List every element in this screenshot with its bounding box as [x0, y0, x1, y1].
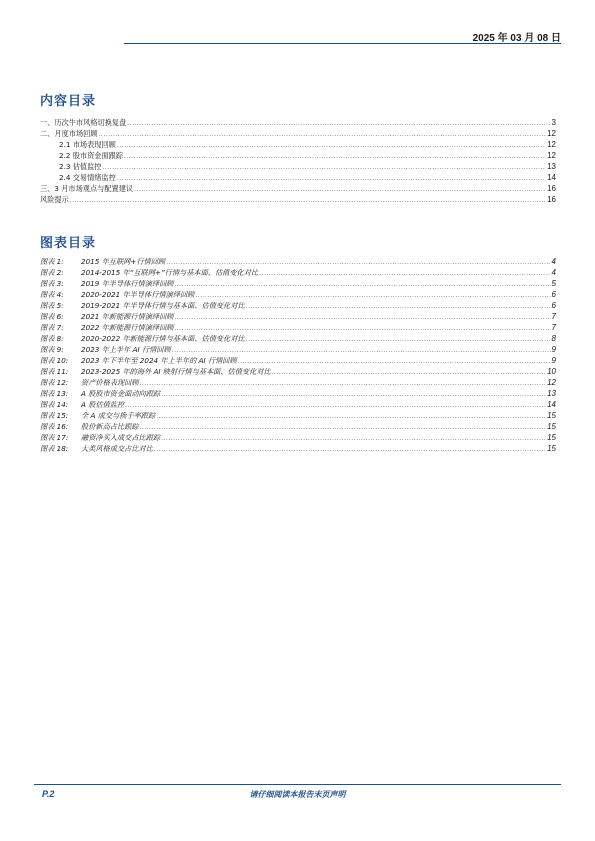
footer-divider [34, 784, 561, 785]
figure-entry-label: 股价新高占比跟踪 [81, 422, 139, 431]
dot-leader [125, 400, 546, 411]
figure-entry-number: 图表 11: [40, 367, 69, 376]
figure-entry[interactable] [40, 388, 556, 399]
toc-title: 内容目录 [40, 94, 97, 109]
toc-entry-label: 2.3 估值监控 [59, 162, 102, 171]
toc-entry-page: 12 [547, 129, 556, 138]
toc-entry-page: 16 [547, 195, 556, 204]
toc-entry-page: 13 [547, 162, 556, 171]
figure-entry-text [40, 333, 245, 344]
dot-leader [99, 129, 547, 140]
figure-entry-page: 15 [547, 411, 556, 420]
figure-entry[interactable] [40, 410, 556, 421]
figure-entry-page: 8 [551, 334, 556, 343]
figure-entry[interactable] [40, 399, 556, 410]
figure-entry-number: 图表 8: [40, 334, 64, 343]
dot-leader [102, 162, 546, 173]
figure-entry-label: 2019-2021 年半导体行情与基本面、估值变化对比 [81, 301, 245, 310]
figure-entry-text [40, 410, 155, 421]
dot-leader [174, 279, 550, 290]
figure-entry-number: 图表 12: [40, 378, 69, 387]
dot-leader [127, 118, 550, 129]
figure-entry-page: 7 [551, 323, 556, 332]
figure-entry[interactable] [40, 267, 556, 278]
figure-entry-label: 大类风格成交占比对比 [81, 444, 153, 453]
dot-leader [140, 378, 547, 389]
dot-leader [272, 367, 546, 378]
figure-entry-text [40, 399, 124, 410]
figure-entry-label: 2015 年互联网+行情回顾 [81, 257, 166, 266]
toc-entry-label: 2.4 交易情绪监控 [59, 173, 116, 182]
figure-entry-page: 4 [551, 257, 556, 266]
figure-entry-label: 融资净买入成交占比跟踪 [81, 433, 161, 442]
toc-entry[interactable] [40, 139, 556, 150]
figure-entry-number: 图表 3: [40, 279, 64, 288]
figure-entry-text [40, 366, 271, 377]
figure-entry-number: 图表 5: [40, 301, 64, 310]
toc-entry[interactable] [40, 172, 556, 183]
figure-entry-number: 图表 14: [40, 400, 69, 409]
figure-entry-number: 图表 18: [40, 444, 69, 453]
dot-leader [156, 411, 546, 422]
dot-leader [140, 422, 547, 433]
figure-entry-page: 15 [547, 433, 556, 442]
figure-entry-page: 13 [547, 389, 556, 398]
figure-entry-number: 图表 13: [40, 389, 69, 398]
figure-entry-label: 全 A 成交与换手率跟踪 [81, 411, 156, 420]
figure-entry-label: 资产价格表现回顾 [81, 378, 139, 387]
figure-entry-text [40, 300, 245, 311]
dot-leader [161, 433, 546, 444]
figure-entry-text [40, 256, 165, 267]
toc-entry[interactable] [40, 128, 556, 139]
dot-leader [161, 389, 546, 400]
figure-entry-page: 14 [547, 400, 556, 409]
toc-entry[interactable] [40, 117, 556, 128]
figures-list [40, 256, 556, 454]
figure-entry-page: 9 [551, 345, 556, 354]
figure-entry-page: 5 [551, 279, 556, 288]
figure-entry-text [40, 432, 160, 443]
report-date: 2025 年 03 月 08 日 [472, 33, 561, 44]
figure-entry-text [40, 311, 173, 322]
footer-disclaimer: 请仔细阅读本报告末页声明 [249, 790, 346, 799]
dot-leader [117, 140, 546, 151]
toc-entry[interactable] [40, 161, 556, 172]
dot-leader [246, 334, 551, 345]
header-divider [124, 43, 561, 44]
figure-entry-label: A 股股市资金面动向跟踪 [81, 389, 161, 398]
toc-entry-page: 12 [547, 140, 556, 149]
figure-entry-label: 2022 年新能源行情演绎回顾 [81, 323, 174, 332]
figure-entry[interactable] [40, 289, 556, 300]
figure-entry-number: 图表 9: [40, 345, 64, 354]
figure-entry-page: 9 [551, 356, 556, 365]
figure-entry[interactable] [40, 311, 556, 322]
dot-leader [117, 173, 546, 184]
toc-entry-label: 一、历次牛市风格切换复盘 [40, 118, 127, 127]
toc-entry-label: 三、3 月市场观点与配置建议 [40, 184, 134, 193]
figure-entry-text [40, 322, 173, 333]
figure-entry[interactable] [40, 300, 556, 311]
figure-entry[interactable] [40, 278, 556, 289]
figure-entry[interactable] [40, 256, 556, 267]
figure-entry-number: 图表 10: [40, 356, 69, 365]
figure-entry-label: 2020-2022 年新能源行情与基本面、估值变化对比 [81, 334, 245, 343]
dot-leader [195, 290, 550, 301]
toc-entry[interactable] [40, 194, 556, 205]
figure-entry-number: 图表 17: [40, 433, 69, 442]
dot-leader [70, 195, 546, 206]
figure-entry[interactable] [40, 355, 556, 366]
dot-leader [124, 151, 546, 162]
figure-entry-text [40, 278, 173, 289]
figure-entry-page: 10 [547, 367, 556, 376]
figure-entry-text [40, 443, 153, 454]
toc-entry-label: 2.1 市场表现回顾 [59, 140, 116, 149]
toc-entry-page: 16 [547, 184, 556, 193]
figure-entry-text [40, 289, 194, 300]
figure-entry-number: 图表 2: [40, 268, 64, 277]
figure-entry-page: 6 [551, 301, 556, 310]
toc-entry[interactable] [40, 183, 556, 194]
figures-title: 图表目录 [40, 236, 97, 251]
figure-entry-page: 15 [547, 422, 556, 431]
figure-entry-text [40, 355, 237, 366]
toc-entry-label: 2.2 股市资金面跟踪 [59, 151, 124, 160]
figure-entry-number: 图表 7: [40, 323, 64, 332]
figure-entry-label: 2023 年上半年 AI 行情回顾 [81, 345, 171, 354]
figure-entry-text [40, 344, 171, 355]
figure-entry[interactable] [40, 432, 556, 443]
toc-list [40, 117, 556, 205]
figure-entry-label: 2023-2025 年的海外 AI 映射行情与基本面、估值变化对比 [81, 367, 271, 376]
dot-leader [246, 301, 551, 312]
toc-entry-page: 12 [547, 151, 556, 160]
figure-entry-text [40, 377, 139, 388]
toc-entry-page: 14 [547, 173, 556, 182]
figure-entry-label: A 股估值监控 [81, 400, 125, 409]
figure-entry[interactable] [40, 333, 556, 344]
figure-entry-page: 7 [551, 312, 556, 321]
figure-entry-label: 2014-2015 年“互联网+”行情与基本面、估值变化对比 [81, 268, 259, 277]
figure-entry[interactable] [40, 322, 556, 333]
figure-entry-text [40, 421, 139, 432]
figure-entry[interactable] [40, 443, 556, 454]
figure-entry-number: 图表 15: [40, 411, 69, 420]
toc-entry-label: 二、月度市场回顾 [40, 129, 98, 138]
figure-entry-page: 15 [547, 444, 556, 453]
figure-entry-label: 2019 年半导体行情演绎回顾 [81, 279, 174, 288]
figure-entry-number: 图表 6: [40, 312, 64, 321]
figure-entry-text [40, 267, 258, 278]
figure-entry-page: 6 [551, 290, 556, 299]
dot-leader [134, 184, 546, 195]
figure-entry[interactable] [40, 366, 556, 377]
figure-entry-label: 2023 年下半年至 2024 年上半年的 AI 行情回顾 [81, 356, 237, 365]
dot-leader [154, 444, 546, 455]
dot-leader [238, 356, 551, 367]
figure-entry[interactable] [40, 377, 556, 388]
figure-entry-page: 4 [551, 268, 556, 277]
page-number: P.2 [42, 789, 55, 799]
toc-entry-page: 3 [551, 118, 556, 127]
dot-leader [259, 268, 550, 279]
figure-entry-label: 2021 年新能源行情演绎回顾 [81, 312, 174, 321]
figure-entry[interactable] [40, 421, 556, 432]
toc-entry[interactable] [40, 150, 556, 161]
figure-entry[interactable] [40, 344, 556, 355]
dot-leader [174, 312, 550, 323]
figure-entry-number: 图表 1: [40, 257, 64, 266]
toc-entry-label: 风险提示 [40, 195, 69, 204]
figure-entry-number: 图表 16: [40, 422, 69, 431]
figure-entry-number: 图表 4: [40, 290, 64, 299]
figure-entry-page: 12 [547, 378, 556, 387]
figure-entry-label: 2020-2021 年半导体行情演绎回顾 [81, 290, 195, 299]
figure-entry-text [40, 388, 160, 399]
